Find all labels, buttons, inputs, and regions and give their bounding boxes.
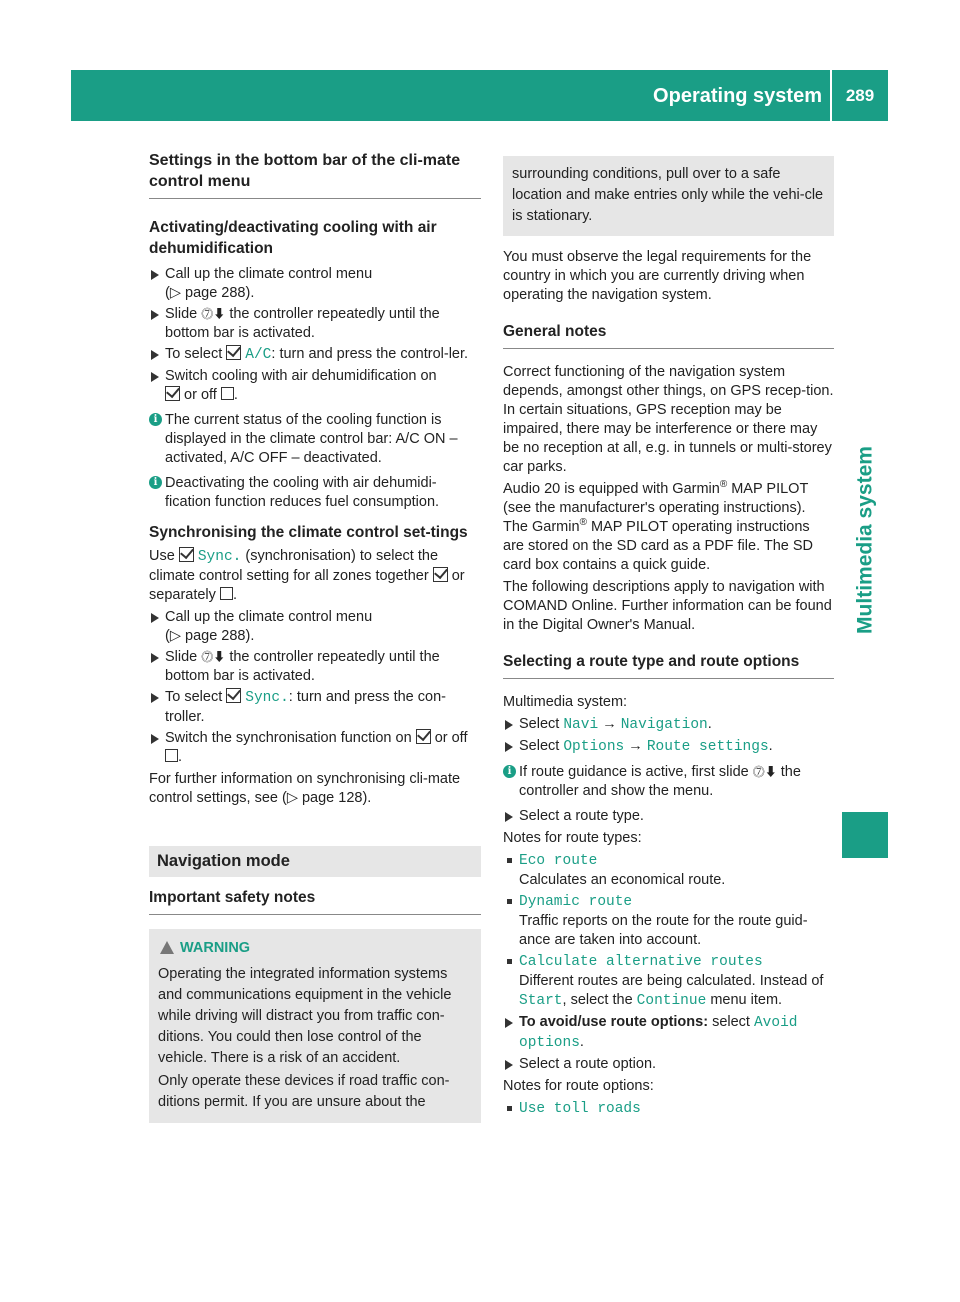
ac-command: A/C <box>245 347 272 363</box>
sync-step-3: To select Sync.: turn and press the con-troller. <box>149 688 481 727</box>
options-command: Options <box>563 739 625 755</box>
sync-intro: Use Sync. (synchronisation) to select the climate control setting for all zones together or separately . <box>149 548 465 603</box>
checkbox-checked-icon <box>165 386 180 401</box>
warning-box-continued <box>503 156 834 236</box>
checkbox-checked-icon <box>226 688 241 703</box>
sync-command: Sync. <box>245 690 289 706</box>
general-notes-heading: General notes <box>503 323 607 340</box>
cooling-step-4: Switch cooling with air dehumidification on or off . <box>149 367 481 405</box>
multimedia-label: Multimedia system: <box>503 694 628 710</box>
navigation-command: Navigation <box>620 717 708 733</box>
avoid-options-step: To avoid/use route options: select Avoid options. <box>503 1013 834 1053</box>
sync-command: Sync. <box>197 549 242 565</box>
eco-route-item: Eco route Calculates an economical route. <box>503 851 834 890</box>
cooling-info-2: i Deactivating the cooling with air dehumidi-fication function reduces fuel consumption. <box>149 474 481 512</box>
sync-heading: Synchronising the climate control set-tings <box>149 524 468 541</box>
right-column <box>503 150 834 1121</box>
route-heading: Selecting a route type and route options <box>503 653 800 670</box>
select-route-settings-step: Select Options → Route settings. <box>503 737 834 757</box>
cooling-info-1: i The current status of the cooling function is displayed in the climate control bar: A/C ON – activated, A/C OFF – deactivated. <box>149 411 481 468</box>
page-header <box>71 70 888 121</box>
checkbox-empty-icon <box>220 587 233 600</box>
controller-icon: ⓻⬇ <box>201 650 226 664</box>
navi-command: Navi <box>563 717 599 733</box>
cooling-step-1: Call up the climate control menu (▷ page 288). <box>149 265 481 303</box>
warning-text-2: Only operate these devices if road traffic con-ditions permit. If you are unsure about the <box>158 1073 450 1110</box>
checkbox-empty-icon <box>165 749 178 762</box>
navigation-mode-band: Navigation mode <box>149 846 481 877</box>
route-settings-command: Route settings <box>646 739 769 755</box>
section-title: Settings in the bottom bar of the cli-mate control menu <box>149 152 461 190</box>
general-notes-p2: Audio 20 is equipped with Garmin® MAP PILOT (see the manufacturer's operating instructions). The Garmin® MAP PILOT operating instructions are stored on the SD card as a PDF file. The SD card box contains a quick guide. <box>503 479 814 573</box>
sync-further-info: For further information on synchronising cli-mate control settings, see (▷ page 128). <box>149 771 461 806</box>
warning-title: WARNING <box>180 939 472 958</box>
route-options-label: Notes for route options: <box>503 1078 654 1094</box>
cooling-step-2: Slide ⓻⬇ the controller repeatedly until the bottom bar is activated. <box>149 305 481 343</box>
general-notes-p3: The following descriptions apply to navigation with COMAND Online. Further information can be found in the Digital Owner's Manual. <box>503 579 832 633</box>
warning-box <box>149 929 481 1123</box>
controller-icon: ⓻⬇ <box>752 765 777 779</box>
cooling-step-3: To select A/C: turn and press the control-ler. <box>149 345 481 365</box>
legal-note: You must observe the legal requirements for the country in which you are currently driving when operating the navigation system. <box>503 249 812 303</box>
checkbox-checked-icon <box>416 729 431 744</box>
info-icon: i <box>149 476 162 489</box>
sync-step-4: Switch the synchronisation function on or off . <box>149 729 481 767</box>
route-guidance-info: i If route guidance is active, first slide ⓻⬇ the controller and show the menu. <box>503 763 834 801</box>
info-icon: i <box>503 765 516 778</box>
left-column <box>149 150 481 1123</box>
sync-step-2: Slide ⓻⬇ the controller repeatedly until the bottom bar is activated. <box>149 648 481 686</box>
toll-roads-item: Use toll roads <box>503 1099 834 1119</box>
alternative-routes-item: Calculate alternative routes Different routes are being calculated. Instead of Start, select the Continue menu item. <box>503 952 834 1011</box>
header-title: Operating system <box>653 85 822 107</box>
cooling-heading: Activating/deactivating cooling with air dehumidification <box>149 219 437 257</box>
page-number: 289 <box>845 86 875 105</box>
general-notes-p1: Correct functioning of the navigation system depends, amongst other things, on GPS recep-tion. In certain situations, GPS reception may be impaired, there may be interference or there may be no reception at all, e.g. in tunnels or multi-storey car parks. <box>503 364 834 475</box>
checkbox-checked-icon <box>433 567 448 582</box>
avoid-options-command: Avoid options <box>519 1015 798 1051</box>
route-types-label: Notes for route types: <box>503 830 642 846</box>
checkbox-checked-icon <box>179 547 194 562</box>
side-tab-marker <box>842 812 888 858</box>
checkbox-checked-icon <box>226 345 241 360</box>
select-route-option-step: Select a route option. <box>503 1055 834 1074</box>
side-tab <box>842 121 888 1271</box>
dynamic-route-item: Dynamic route Traffic reports on the route for the route guid-ance are taken into account. <box>503 892 834 950</box>
side-tab-label: Multimedia system <box>853 446 877 634</box>
checkbox-empty-icon <box>221 387 234 400</box>
warning-text-1: Operating the integrated information systems and communications equipment in the vehicle while driving will distract you from traffic con-ditions. You could then lose control of the vehicle. There is a risk of an accident. <box>158 966 452 1066</box>
safety-heading: Important safety notes <box>149 889 316 906</box>
controller-icon: ⓻⬇ <box>201 307 226 321</box>
sync-step-1: Call up the climate control menu (▷ page 288). <box>149 608 481 646</box>
info-icon: i <box>149 413 162 426</box>
select-navigation-step: Select Navi → Navigation. <box>503 715 834 735</box>
select-route-type-step: Select a route type. <box>503 807 834 826</box>
warning-continued-text: surrounding conditions, pull over to a safe location and make entries only while the vehi-cle is stationary. <box>512 166 824 224</box>
